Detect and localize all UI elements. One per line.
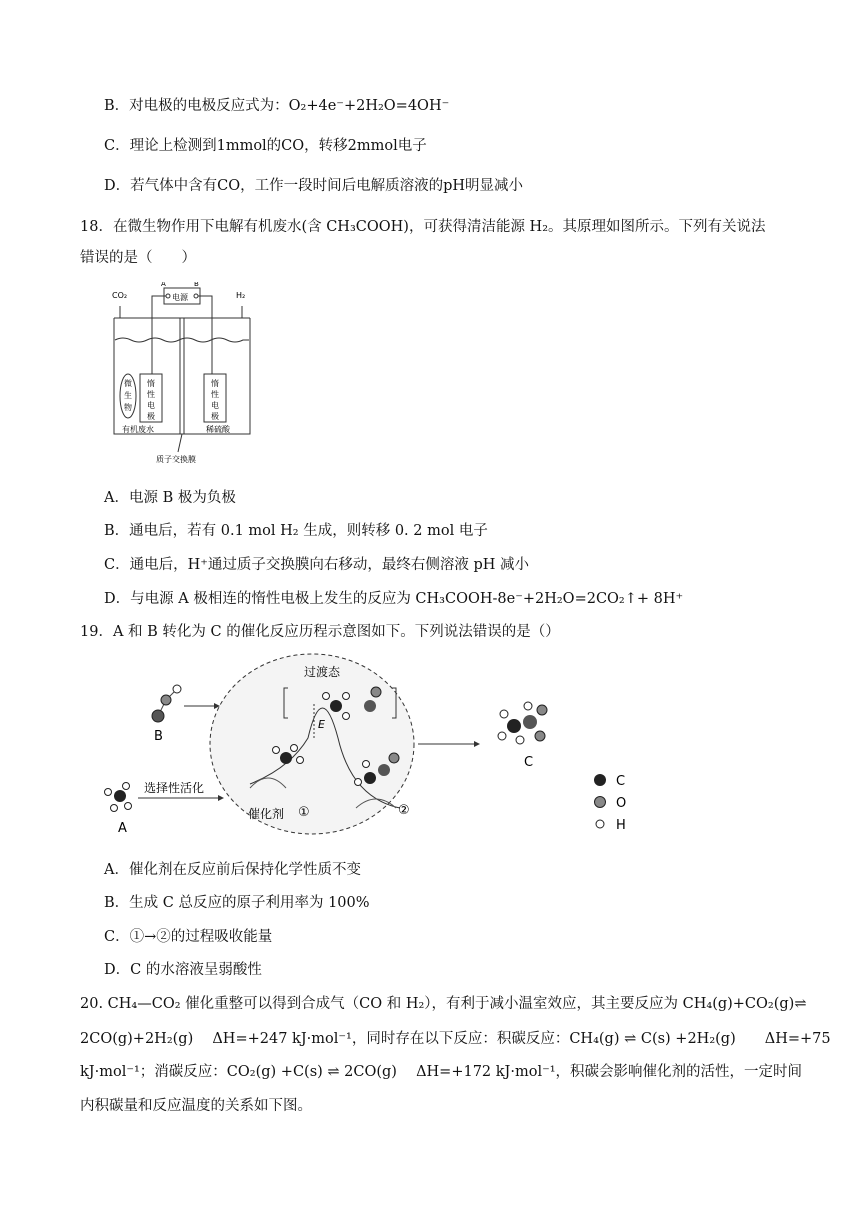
molecule-c	[498, 702, 547, 744]
q18-stem-line2: 错误的是（ ）	[80, 250, 196, 266]
catalyst-label: 催化剂	[248, 807, 285, 821]
microbe-char-1: 微	[124, 379, 132, 388]
q17-option-b	[104, 94, 449, 115]
left-electrode-char-4: 极	[147, 412, 155, 421]
q20-line4: 内积碳量和反应温度的关系如下图。	[80, 1098, 312, 1114]
left-electrode-char-3: 电	[147, 401, 155, 410]
left-electrode-char-2: 性	[147, 390, 155, 399]
molecule-a	[105, 783, 132, 812]
q18-option-b: B．通电后，若有 0.1 mol H₂ 生成，则转移 0. 2 mol 电子	[104, 523, 488, 539]
selective-activation-label: 选择性活化	[144, 781, 205, 795]
right-electrode-char-3: 电	[211, 401, 219, 410]
microbe-char-2: 生	[124, 391, 132, 400]
legend-o-label: O	[616, 796, 627, 811]
q17-option-c: C．理论上检测到1mmol的CO，转移2mmol电子	[104, 138, 427, 154]
terminal-b-label: B	[194, 282, 199, 288]
legend-c-label: C	[616, 774, 626, 789]
co2-label: CO₂	[112, 291, 128, 300]
q19-option-d: D．C 的水溶液呈弱酸性	[104, 962, 262, 978]
transition-state-label: 过渡态	[304, 665, 341, 679]
right-solution-label: 稀硫酸	[206, 425, 230, 434]
left-electrode-char-1: 惰	[147, 379, 155, 388]
legend-h-label: H	[616, 818, 626, 833]
power-supply-label: 电源	[172, 293, 188, 302]
q18-stem-line1: 18．在微生物作用下电解有机废水(含 CH₃COOH)，可获得清洁能源 H₂。其原理如图所示。下列有关说法	[80, 219, 766, 235]
q17-option-d: D．若气体中含有CO，工作一段时间后电解质溶液的pH明显减小	[104, 178, 524, 194]
molecule-b	[152, 685, 181, 722]
left-solution-label: 有机废水	[122, 425, 154, 434]
label-a: A	[118, 821, 127, 836]
q19-option-a: A．催化剂在反应前后保持化学性质不变	[104, 862, 361, 878]
catalytic-mechanism-diagram	[100, 648, 660, 838]
microbe-char-3: 物	[124, 403, 132, 412]
q18-option-a: A．电源 B 极为负极	[104, 490, 236, 506]
q17-option-b-prefix: B．对电极的电极反应式为：	[104, 98, 289, 114]
electrolysis-cell-diagram	[108, 282, 258, 468]
q18-option-c: C．通电后，H⁺通过质子交换膜向右移动，最终右侧溶液 pH 减小	[104, 557, 530, 573]
label-b: B	[154, 729, 163, 744]
step-1-label: ①	[298, 805, 310, 820]
q20-line2: 2CO(g)+2H₂(g) ΔH=+247 kJ·mol⁻¹，同时存在以下反应：积碳反应：CH₄(g) ⇌ C(s) +2H₂(g) ΔH=+75	[80, 1031, 831, 1047]
step-2-label: ②	[398, 803, 410, 818]
q19-stem: 19．A 和 B 转化为 C 的催化反应历程示意图如下。下列说法错误的是（）	[80, 624, 560, 640]
q18-option-d: D．与电源 A 极相连的惰性电极上发生的反应为 CH₃COOH-8e⁻+2H₂O=2CO₂↑+ 8H⁺	[104, 591, 684, 607]
energy-label: E	[318, 718, 325, 731]
h2-label: H₂	[236, 291, 246, 300]
right-electrode-char-4: 极	[211, 412, 219, 421]
label-c: C	[524, 755, 534, 770]
q17-option-b-formula: O₂+4e⁻+2H₂O=4OH⁻	[288, 98, 450, 114]
right-electrode-char-2: 性	[211, 390, 219, 399]
q20-line1: 20. CH₄—CO₂ 催化重整可以得到合成气（CO 和 H₂），有利于减小温室效应，其主要反应为 CH₄(g)+CO₂(g)⇌	[80, 996, 807, 1012]
terminal-a-label: A	[161, 282, 166, 288]
right-electrode-char-1: 惰	[211, 379, 219, 388]
q19-option-c: C．①→②的过程吸收能量	[104, 929, 273, 945]
legend	[594, 774, 626, 833]
q19-option-b: B．生成 C 总反应的原子利用率为 100%	[104, 895, 370, 911]
q20-line3: kJ·mol⁻¹；消碳反应：CO₂(g) +C(s) ⇌ 2CO(g) ΔH=+172 kJ·mol⁻¹，积碳会影响催化剂的活性，一定时间	[80, 1064, 803, 1080]
membrane-label: 质子交换膜	[156, 455, 196, 464]
